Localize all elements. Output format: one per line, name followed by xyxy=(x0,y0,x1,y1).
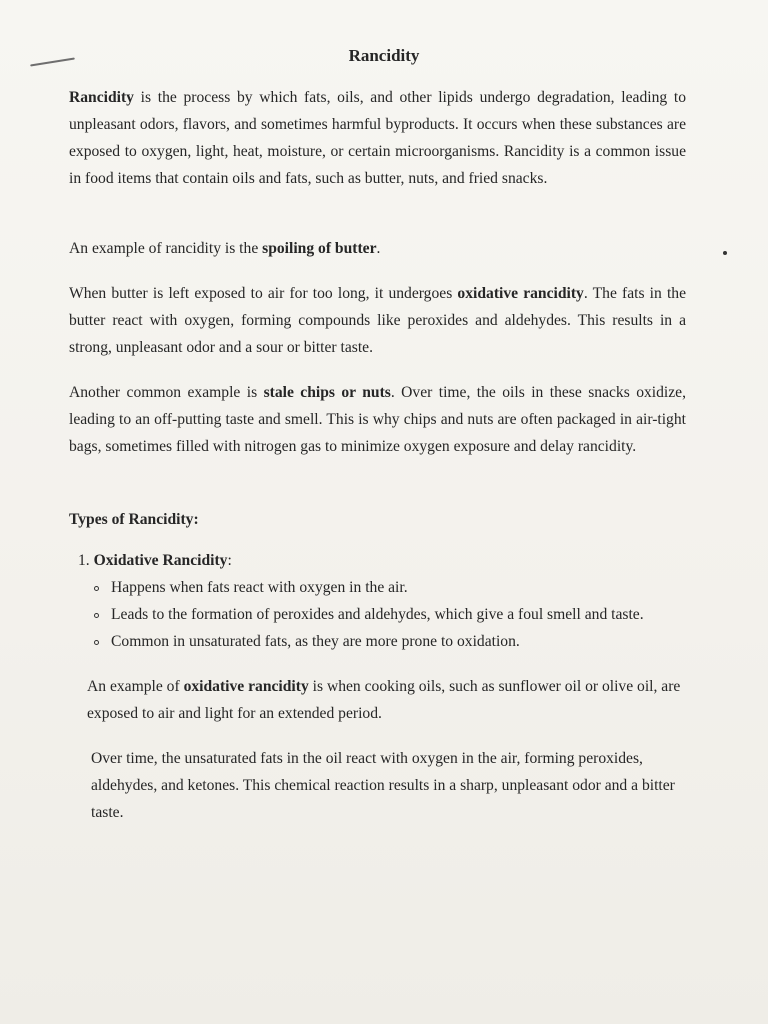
chips-example-post: . Over time, the oils in these snacks oxidize, leading to an off-putting taste and smell. This is why chips and nuts are often packaged in air-tight bags, sometimes filled with nitrogen gas to minimize oxygen exposure and delay rancidity. xyxy=(69,384,686,455)
item-label: Oxidative Rancidity xyxy=(93,552,228,569)
oxidative-rancidity-item xyxy=(78,547,232,574)
butter-explanation-pre: When butter is left exposed to air for too long, it undergoes xyxy=(69,285,458,302)
butter-explanation-bold: oxidative rancidity xyxy=(457,285,584,302)
butter-example-pre: An example of rancidity is the xyxy=(69,240,263,257)
butter-example-paragraph xyxy=(69,235,686,262)
page-title: Rancidity xyxy=(348,46,420,65)
intro-paragraph xyxy=(69,84,686,192)
intro-text: is the process by which fats, oils, and other lipids undergo degradation, leading to unpleasant odors, flavors, and sometimes harmful byproducts. It occurs when these substances are exposed to oxygen, light, heat, moisture, or certain microorganisms. Rancidity is a common issue in food items that contain oils and fats, such as butter, nuts, and fried snacks. xyxy=(69,89,686,187)
cooking-oil-bold: oxidative rancidity xyxy=(183,678,309,695)
list-item: Common in unsaturated fats, as they are more prone to oxidation. xyxy=(94,628,644,655)
oxidative-bullet-list xyxy=(94,574,644,655)
intro-term: Rancidity xyxy=(69,89,134,106)
butter-example-post: . xyxy=(376,240,381,257)
list-item: Happens when fats react with oxygen in the air. xyxy=(94,574,644,601)
item-suffix: : xyxy=(227,552,232,569)
cooking-oil-post: is when cooking oils, such as sunflower oil or olive oil, are exposed to air and light for an extended period. xyxy=(87,678,681,722)
types-heading: Types of Rancidity: xyxy=(69,511,199,528)
unsaturated-fats-paragraph: Over time, the unsaturated fats in the oil react with oxygen in the air, forming peroxides, aldehydes, and ketones. This chemical reaction results in a sharp, unpleasant odor and a bitter taste. xyxy=(91,750,675,821)
butter-example-bold: spoiling of butter xyxy=(262,240,377,257)
item-number: 1. xyxy=(78,552,90,569)
chips-example-paragraph xyxy=(69,379,686,460)
chips-example-pre: Another common example is xyxy=(69,384,264,401)
hollow-circle-bullet-icon xyxy=(94,640,99,645)
hollow-circle-bullet-icon xyxy=(94,586,99,591)
hollow-circle-bullet-icon xyxy=(94,613,99,618)
butter-explanation-paragraph xyxy=(69,280,686,361)
chips-example-bold: stale chips or nuts xyxy=(263,384,391,401)
ink-dot xyxy=(723,251,727,255)
cooking-oil-paragraph xyxy=(87,673,687,727)
butter-explanation-post: . The fats in the butter react with oxygen, forming compounds like peroxides and aldehydes. This results in a strong, unpleasant odor and a sour or bitter taste. xyxy=(69,285,686,356)
list-item: Leads to the formation of peroxides and aldehydes, which give a foul smell and taste. xyxy=(94,601,644,628)
cooking-oil-pre: An example of xyxy=(87,678,184,695)
